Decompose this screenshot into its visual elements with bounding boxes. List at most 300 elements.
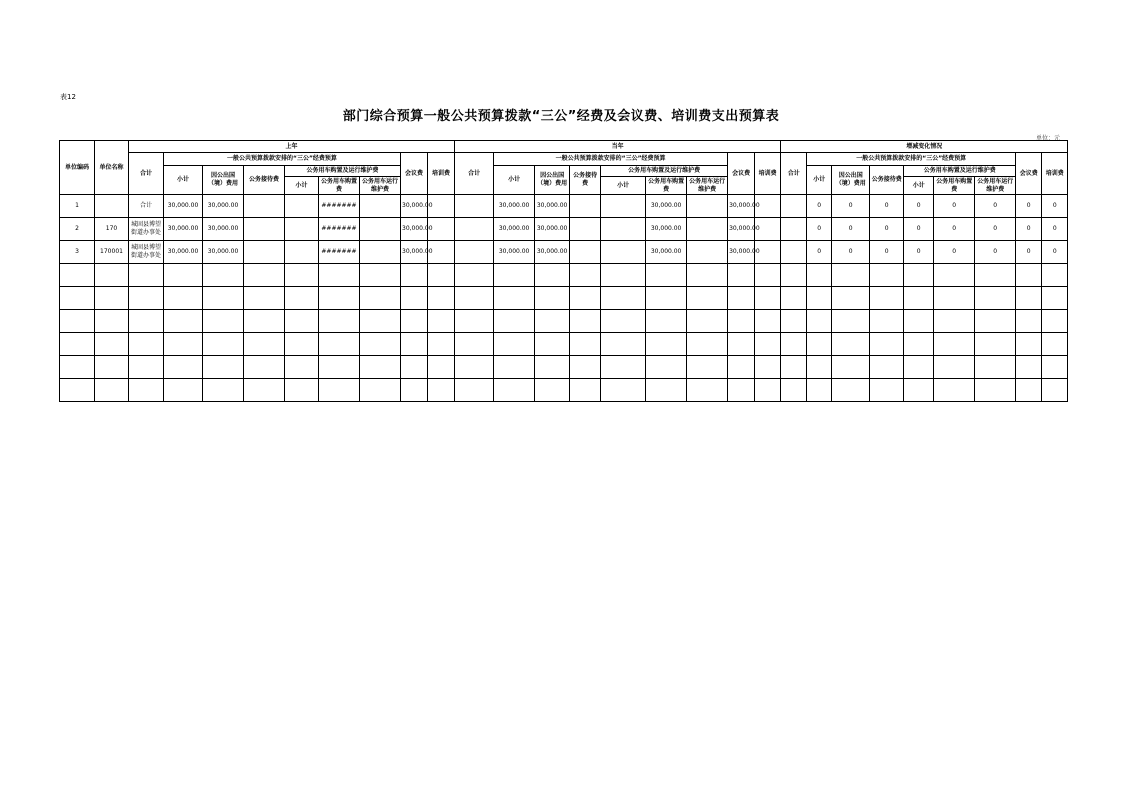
empty-cell xyxy=(401,264,428,287)
change-cell: 0 xyxy=(832,241,870,264)
last-year-cell xyxy=(455,241,494,264)
empty-row xyxy=(60,333,1068,356)
empty-cell xyxy=(807,379,832,402)
change-cell: 0 xyxy=(807,195,832,218)
this-year-cell xyxy=(781,218,807,241)
empty-cell xyxy=(455,264,494,287)
empty-cell xyxy=(401,379,428,402)
header-this-year: 当年 xyxy=(455,141,781,153)
empty-cell xyxy=(360,379,401,402)
empty-cell xyxy=(934,287,975,310)
empty-cell xyxy=(570,333,601,356)
empty-cell xyxy=(244,333,285,356)
empty-cell xyxy=(601,264,646,287)
empty-cell xyxy=(319,287,360,310)
empty-cell xyxy=(203,264,244,287)
last-year-cell: 30,000.00 xyxy=(164,195,203,218)
empty-cell xyxy=(832,379,870,402)
header-training: 培训费 xyxy=(428,153,455,195)
empty-cell xyxy=(687,333,728,356)
empty-cell xyxy=(975,379,1016,402)
empty-cell xyxy=(807,264,832,287)
change-cell: 0 xyxy=(975,241,1016,264)
empty-cell xyxy=(601,356,646,379)
empty-cell xyxy=(494,333,535,356)
empty-cell xyxy=(832,264,870,287)
last-year-cell xyxy=(455,218,494,241)
empty-cell xyxy=(455,356,494,379)
empty-cell xyxy=(601,287,646,310)
budget-table xyxy=(59,140,1068,402)
empty-cell xyxy=(975,356,1016,379)
empty-cell xyxy=(870,333,904,356)
empty-cell xyxy=(60,356,95,379)
header-last-year: 上年 xyxy=(129,141,455,153)
header-unit-code: 单位编码 xyxy=(60,141,95,195)
empty-cell xyxy=(203,310,244,333)
empty-cell xyxy=(60,379,95,402)
change-cell: 0 xyxy=(934,195,975,218)
change-cell: 0 xyxy=(807,218,832,241)
empty-cell xyxy=(904,379,934,402)
empty-cell xyxy=(807,333,832,356)
change-cell: 0 xyxy=(1042,241,1068,264)
header-abroad: 因公出国（境）费用 xyxy=(832,166,870,195)
change-cell: 0 xyxy=(904,241,934,264)
empty-cell xyxy=(570,379,601,402)
empty-cell xyxy=(934,264,975,287)
empty-cell xyxy=(319,264,360,287)
empty-cell xyxy=(95,310,129,333)
change-cell: 0 xyxy=(870,241,904,264)
empty-cell xyxy=(781,379,807,402)
empty-cell xyxy=(870,379,904,402)
empty-cell xyxy=(601,333,646,356)
empty-cell xyxy=(1042,287,1068,310)
empty-cell xyxy=(285,379,319,402)
empty-cell xyxy=(164,310,203,333)
change-cell: 0 xyxy=(975,218,1016,241)
empty-cell xyxy=(807,356,832,379)
empty-cell xyxy=(646,287,687,310)
last-year-cell: 30,000.00 xyxy=(401,241,428,264)
header-change: 增减变化情况 xyxy=(781,141,1068,153)
header-subtotal: 小计 xyxy=(285,177,319,195)
empty-cell xyxy=(244,379,285,402)
empty-cell xyxy=(95,356,129,379)
empty-cell xyxy=(164,379,203,402)
empty-cell xyxy=(494,356,535,379)
header-vehicle-purchase: 公务用车购置费 xyxy=(646,177,687,195)
table-row xyxy=(60,218,1068,241)
empty-cell xyxy=(401,310,428,333)
last-year-cell: 30,000.00 xyxy=(203,195,244,218)
header-meeting: 会议费 xyxy=(1016,153,1042,195)
empty-cell xyxy=(728,379,755,402)
empty-cell xyxy=(455,310,494,333)
unit-label: 单位：元 xyxy=(1035,135,1060,142)
this-year-cell: 30,000.00 xyxy=(728,241,755,264)
unit-code-cell: 170001 xyxy=(95,241,129,264)
header-abroad: 因公出国（境）费用 xyxy=(535,166,570,195)
empty-cell xyxy=(164,264,203,287)
empty-cell xyxy=(319,333,360,356)
last-year-cell xyxy=(244,195,285,218)
empty-cell xyxy=(755,379,781,402)
change-cell: 0 xyxy=(1042,218,1068,241)
empty-cell xyxy=(870,356,904,379)
empty-cell xyxy=(934,379,975,402)
last-year-cell xyxy=(360,195,401,218)
unit-name-cell: 合计 xyxy=(129,195,164,218)
header-subtotal: 小计 xyxy=(164,166,203,195)
table-body xyxy=(60,195,1068,402)
last-year-cell: 30,000.00 xyxy=(401,218,428,241)
this-year-cell: 30,000.00 xyxy=(646,241,687,264)
empty-cell xyxy=(285,356,319,379)
this-year-cell: 30,000.00 xyxy=(494,218,535,241)
empty-cell xyxy=(95,264,129,287)
empty-cell xyxy=(832,287,870,310)
empty-cell xyxy=(755,333,781,356)
last-year-cell: ####### xyxy=(319,195,360,218)
empty-cell xyxy=(360,264,401,287)
this-year-cell xyxy=(687,218,728,241)
header-three-public: 一般公共预算拨款安排的“三公”经费预算 xyxy=(164,153,401,166)
header-unit-name: 单位名称 xyxy=(95,141,129,195)
empty-cell xyxy=(319,356,360,379)
empty-cell xyxy=(755,356,781,379)
empty-cell xyxy=(687,356,728,379)
empty-cell xyxy=(360,333,401,356)
empty-row xyxy=(60,310,1068,333)
empty-cell xyxy=(494,310,535,333)
change-cell: 0 xyxy=(1016,195,1042,218)
header-vehicle-operation: 公务用车运行维护费 xyxy=(360,177,401,195)
empty-cell xyxy=(781,287,807,310)
header-vehicle-operation: 公务用车运行维护费 xyxy=(687,177,728,195)
empty-cell xyxy=(781,264,807,287)
header-meeting: 会议费 xyxy=(728,153,755,195)
last-year-cell: ####### xyxy=(319,218,360,241)
this-year-cell xyxy=(570,218,601,241)
empty-cell xyxy=(164,287,203,310)
change-cell: 0 xyxy=(870,218,904,241)
empty-cell xyxy=(285,264,319,287)
empty-cell xyxy=(570,356,601,379)
change-cell: 0 xyxy=(934,218,975,241)
header-subtotal: 小计 xyxy=(601,177,646,195)
empty-cell xyxy=(535,356,570,379)
last-year-cell: 30,000.00 xyxy=(164,241,203,264)
empty-cell xyxy=(781,356,807,379)
empty-cell xyxy=(1016,264,1042,287)
empty-cell xyxy=(934,356,975,379)
empty-cell xyxy=(646,310,687,333)
empty-cell xyxy=(203,287,244,310)
empty-cell xyxy=(728,310,755,333)
empty-cell xyxy=(781,310,807,333)
empty-cell xyxy=(428,287,455,310)
empty-cell xyxy=(934,333,975,356)
empty-cell xyxy=(285,333,319,356)
empty-cell xyxy=(401,356,428,379)
empty-cell xyxy=(244,264,285,287)
empty-cell xyxy=(285,310,319,333)
empty-cell xyxy=(755,287,781,310)
empty-cell xyxy=(646,264,687,287)
empty-cell xyxy=(687,264,728,287)
empty-row xyxy=(60,287,1068,310)
empty-cell xyxy=(570,310,601,333)
empty-cell xyxy=(807,287,832,310)
last-year-cell xyxy=(285,218,319,241)
last-year-cell: 30,000.00 xyxy=(203,218,244,241)
change-cell: 0 xyxy=(1016,241,1042,264)
header-total: 合计 xyxy=(781,153,807,195)
this-year-cell xyxy=(781,241,807,264)
empty-cell xyxy=(728,356,755,379)
page-title: 部门综合预算一般公共预算拨款“三公”经费及会议费、培训费支出预算表 xyxy=(342,109,780,124)
last-year-cell xyxy=(285,195,319,218)
empty-cell xyxy=(728,287,755,310)
empty-cell xyxy=(60,333,95,356)
header-reception: 公务接待费 xyxy=(570,166,601,195)
empty-cell xyxy=(494,287,535,310)
header-vehicle: 公务用车购置及运行维护费 xyxy=(904,166,1016,177)
last-year-cell: 30,000.00 xyxy=(401,195,428,218)
this-year-cell: 30,000.00 xyxy=(646,218,687,241)
empty-cell xyxy=(1042,356,1068,379)
header-vehicle: 公务用车购置及运行维护费 xyxy=(601,166,728,177)
empty-cell xyxy=(570,287,601,310)
header-vehicle-purchase: 公务用车购置费 xyxy=(319,177,360,195)
empty-cell xyxy=(904,264,934,287)
this-year-cell xyxy=(601,241,646,264)
header-vehicle-purchase: 公务用车购置费 xyxy=(934,177,975,195)
empty-cell xyxy=(1016,356,1042,379)
last-year-cell: 30,000.00 xyxy=(203,241,244,264)
header-abroad: 因公出国（境）费用 xyxy=(203,166,244,195)
empty-cell xyxy=(535,333,570,356)
empty-cell xyxy=(807,310,832,333)
empty-cell xyxy=(164,333,203,356)
empty-cell xyxy=(975,333,1016,356)
empty-cell xyxy=(755,310,781,333)
header-total: 合计 xyxy=(129,153,164,195)
empty-cell xyxy=(360,310,401,333)
last-year-cell xyxy=(455,195,494,218)
empty-cell xyxy=(1042,379,1068,402)
header-training: 培训费 xyxy=(1042,153,1068,195)
empty-cell xyxy=(1016,310,1042,333)
empty-cell xyxy=(244,287,285,310)
empty-cell xyxy=(1042,333,1068,356)
empty-cell xyxy=(646,333,687,356)
empty-cell xyxy=(728,264,755,287)
empty-cell xyxy=(244,310,285,333)
empty-cell xyxy=(1042,264,1068,287)
row-number-cell: 3 xyxy=(60,241,95,264)
empty-cell xyxy=(1016,287,1042,310)
this-year-cell xyxy=(687,195,728,218)
empty-cell xyxy=(60,287,95,310)
empty-cell xyxy=(129,287,164,310)
empty-cell xyxy=(244,356,285,379)
empty-cell xyxy=(535,379,570,402)
empty-row xyxy=(60,356,1068,379)
empty-cell xyxy=(428,379,455,402)
row-number-cell: 1 xyxy=(60,195,95,218)
this-year-cell: 30,000.00 xyxy=(728,195,755,218)
this-year-cell: 30,000.00 xyxy=(494,195,535,218)
row-number-cell: 2 xyxy=(60,218,95,241)
empty-cell xyxy=(60,264,95,287)
last-year-cell: ####### xyxy=(319,241,360,264)
this-year-cell: 30,000.00 xyxy=(728,218,755,241)
this-year-cell xyxy=(570,195,601,218)
unit-code-cell xyxy=(95,195,129,218)
table-row xyxy=(60,241,1068,264)
last-year-cell: 30,000.00 xyxy=(164,218,203,241)
change-cell: 0 xyxy=(832,218,870,241)
change-cell: 0 xyxy=(870,195,904,218)
empty-cell xyxy=(455,379,494,402)
change-cell: 0 xyxy=(934,241,975,264)
empty-cell xyxy=(95,287,129,310)
empty-cell xyxy=(60,310,95,333)
last-year-cell xyxy=(244,218,285,241)
header-vehicle-operation: 公务用车运行维护费 xyxy=(975,177,1016,195)
change-cell: 0 xyxy=(807,241,832,264)
empty-cell xyxy=(904,356,934,379)
empty-cell xyxy=(975,287,1016,310)
this-year-cell xyxy=(687,241,728,264)
empty-cell xyxy=(95,333,129,356)
this-year-cell: 30,000.00 xyxy=(535,218,570,241)
empty-row xyxy=(60,379,1068,402)
empty-cell xyxy=(687,310,728,333)
change-cell: 0 xyxy=(1016,218,1042,241)
this-year-cell: 30,000.00 xyxy=(535,195,570,218)
unit-code-cell: 170 xyxy=(95,218,129,241)
empty-row xyxy=(60,264,1068,287)
empty-cell xyxy=(164,356,203,379)
header-reception: 公务接待费 xyxy=(870,166,904,195)
this-year-cell xyxy=(570,241,601,264)
this-year-cell: 30,000.00 xyxy=(646,195,687,218)
empty-cell xyxy=(832,310,870,333)
empty-cell xyxy=(455,287,494,310)
empty-cell xyxy=(360,287,401,310)
last-year-cell xyxy=(360,241,401,264)
empty-cell xyxy=(728,333,755,356)
empty-cell xyxy=(535,310,570,333)
change-cell: 0 xyxy=(975,195,1016,218)
empty-cell xyxy=(203,379,244,402)
empty-cell xyxy=(904,287,934,310)
header-vehicle: 公务用车购置及运行维护费 xyxy=(285,166,401,177)
empty-cell xyxy=(1016,333,1042,356)
empty-cell xyxy=(646,379,687,402)
empty-cell xyxy=(95,379,129,402)
empty-cell xyxy=(319,310,360,333)
empty-cell xyxy=(870,264,904,287)
this-year-cell: 30,000.00 xyxy=(494,241,535,264)
empty-cell xyxy=(203,333,244,356)
unit-name-cell: 城固县博望街道办事处 xyxy=(129,241,164,264)
empty-cell xyxy=(535,287,570,310)
header-total: 合计 xyxy=(455,153,494,195)
header-subtotal: 小计 xyxy=(494,166,535,195)
header-three-public: 一般公共预算拨款安排的“三公”经费预算 xyxy=(494,153,728,166)
empty-cell xyxy=(687,287,728,310)
last-year-cell xyxy=(244,241,285,264)
header-meeting: 会议费 xyxy=(401,153,428,195)
empty-cell xyxy=(934,310,975,333)
empty-cell xyxy=(428,264,455,287)
empty-cell xyxy=(570,264,601,287)
empty-cell xyxy=(870,287,904,310)
last-year-cell xyxy=(360,218,401,241)
header-subtotal: 小计 xyxy=(904,177,934,195)
table-row xyxy=(60,195,1068,218)
empty-cell xyxy=(129,310,164,333)
change-cell: 0 xyxy=(1042,195,1068,218)
empty-cell xyxy=(401,287,428,310)
empty-cell xyxy=(904,333,934,356)
empty-cell xyxy=(455,333,494,356)
empty-cell xyxy=(494,379,535,402)
this-year-cell xyxy=(601,195,646,218)
empty-cell xyxy=(428,310,455,333)
empty-cell xyxy=(1042,310,1068,333)
empty-cell xyxy=(428,333,455,356)
empty-cell xyxy=(285,287,319,310)
empty-cell xyxy=(975,264,1016,287)
change-cell: 0 xyxy=(832,195,870,218)
header-training: 培训费 xyxy=(755,153,781,195)
empty-cell xyxy=(535,264,570,287)
this-year-cell xyxy=(601,218,646,241)
empty-cell xyxy=(129,356,164,379)
empty-cell xyxy=(832,356,870,379)
header-subtotal: 小计 xyxy=(807,166,832,195)
empty-cell xyxy=(319,379,360,402)
last-year-cell xyxy=(285,241,319,264)
empty-cell xyxy=(401,333,428,356)
unit-name-cell: 城固县博望街道办事处 xyxy=(129,218,164,241)
empty-cell xyxy=(781,333,807,356)
empty-cell xyxy=(203,356,244,379)
empty-cell xyxy=(646,356,687,379)
form-code: 表12 xyxy=(60,93,76,101)
empty-cell xyxy=(129,333,164,356)
empty-cell xyxy=(129,379,164,402)
empty-cell xyxy=(428,356,455,379)
empty-cell xyxy=(1016,379,1042,402)
empty-cell xyxy=(870,310,904,333)
empty-cell xyxy=(832,333,870,356)
empty-cell xyxy=(975,310,1016,333)
empty-cell xyxy=(601,310,646,333)
empty-cell xyxy=(601,379,646,402)
empty-cell xyxy=(129,264,164,287)
change-cell: 0 xyxy=(904,218,934,241)
header-reception: 公务接待费 xyxy=(244,166,285,195)
change-cell: 0 xyxy=(904,195,934,218)
empty-cell xyxy=(494,264,535,287)
